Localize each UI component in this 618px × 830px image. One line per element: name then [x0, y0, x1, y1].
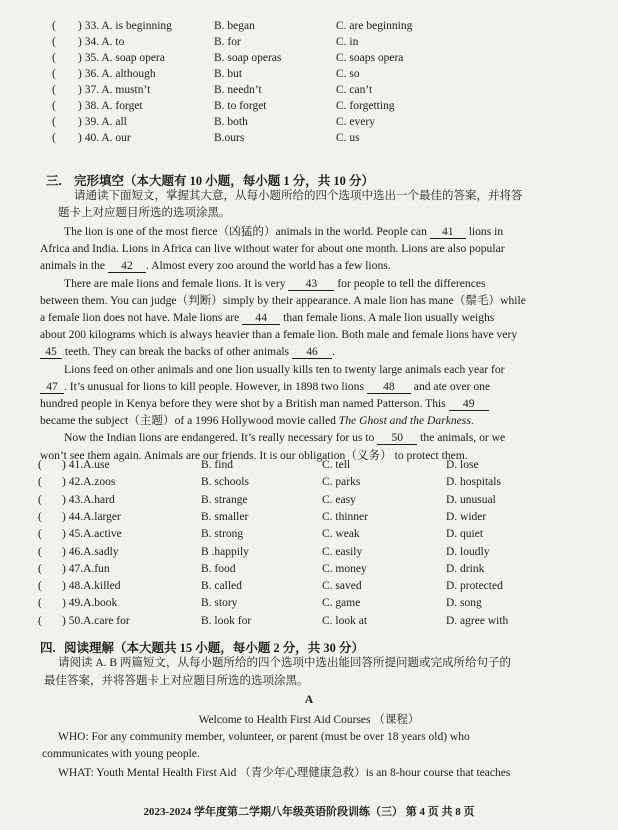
option-d: D. wider [446, 510, 487, 523]
answer-paren[interactable]: ( [52, 132, 56, 144]
option-a: ) 37. A. mustn’t [78, 84, 151, 96]
answer-paren[interactable]: ( [38, 614, 42, 627]
passage-text: animals in the [40, 259, 106, 273]
cloze-passage [40, 223, 580, 464]
question-row [0, 561, 618, 577]
option-d: D. drink [446, 562, 485, 575]
question-row [0, 66, 618, 82]
passage-text: Africa and India. Lions in Africa can live without water for about one month. Lions are also popular [40, 242, 505, 256]
option-b: B. strong [201, 528, 244, 541]
option-b: B. but [214, 68, 243, 80]
blank-45: 45 [40, 345, 62, 359]
passage-text: became the subject（主题）of a 1996 Hollywood movie called [40, 414, 336, 428]
blank-41: 41 [430, 225, 466, 239]
option-b: B. schools [201, 476, 249, 489]
answer-paren[interactable]: ( [38, 493, 42, 506]
question-row [0, 18, 618, 34]
passage-text: teeth. They can break the backs of other animals [64, 345, 290, 359]
option-c: C. thinner [322, 510, 368, 523]
section-instruction: 请通读下面短文，掌握其大意，从每小题所给的四个选项中选出一个最佳的答案，并将答 [74, 190, 523, 202]
option-d: D. lose [446, 459, 479, 471]
option-c: C. can’t [336, 84, 373, 96]
blank-46: 46 [292, 345, 332, 359]
answer-paren[interactable]: ( [52, 100, 56, 112]
answer-paren[interactable]: ( [38, 562, 42, 575]
question-row [0, 457, 618, 473]
option-a: ) 43.A.hard [62, 493, 115, 506]
question-row [0, 492, 618, 508]
question-row [0, 595, 618, 611]
option-d: D. unusual [446, 493, 496, 506]
passage-text: Now the Indian lions are endangered. It’s really necessary for us to [64, 431, 375, 445]
answer-paren[interactable]: ( [38, 459, 42, 471]
option-b: B .happily [201, 545, 249, 558]
passage-text: The lion is one of the most fierce（凶猛的）animals in the world. People can [64, 225, 427, 238]
answer-paren[interactable]: ( [38, 580, 42, 593]
option-a: ) 39. A. all [78, 116, 127, 128]
question-row [0, 82, 618, 98]
passage-text: . [331, 345, 335, 359]
option-d: D. song [446, 597, 482, 610]
option-d: D. loudly [446, 545, 490, 558]
question-row [0, 474, 618, 490]
passage-title: Welcome to Health First Aid Courses （课程） [198, 714, 420, 726]
option-c: C. forgetting [336, 100, 395, 112]
question-row [0, 509, 618, 525]
option-b: B. to forget [214, 100, 267, 112]
option-b: B. soap operas [214, 52, 282, 64]
option-b: B. began [214, 20, 255, 32]
option-a: ) 34. A. to [78, 36, 125, 48]
passage-text: the animals, or we [420, 431, 506, 445]
passage-text: WHO: For any community member, volunteer, or parent (must be over 18 years old) who [58, 731, 470, 743]
option-a: ) 49.A.book [62, 597, 118, 610]
option-a: ) 36. A. although [78, 68, 156, 80]
section-number: 四. [40, 641, 56, 655]
option-d: D. agree with [446, 614, 509, 627]
option-c: C. weak [322, 528, 360, 541]
option-a: ) 48.A.killed [62, 580, 121, 593]
question-row [0, 114, 618, 130]
option-a: ) 35. A. soap opera [78, 52, 165, 64]
option-c: C. are beginning [336, 20, 413, 32]
passage-text: than female lions. A male lion usually weighs [283, 311, 495, 325]
movie-title: The Ghost and the Darkness [338, 414, 471, 428]
section-instruction: 题卡上对应题目所选的选项涂黑。 [58, 207, 231, 219]
answer-paren[interactable]: ( [52, 68, 56, 80]
passage-text: hundred people in Kenya before they were shot by a British man named Patterson. This [40, 397, 446, 411]
passage-text: between them. You can judge（判断）simply by their appearance. A male lion has mane（鬃毛）while [40, 293, 526, 307]
option-c: C. look at [322, 614, 368, 627]
option-d: D. quiet [446, 528, 484, 541]
question-row [0, 130, 618, 146]
answer-paren[interactable]: ( [52, 84, 56, 96]
blank-48: 48 [367, 380, 411, 394]
option-c: C. easy [322, 493, 356, 506]
question-row [0, 613, 618, 629]
blank-44: 44 [242, 311, 280, 325]
option-c: C. in [336, 36, 359, 48]
option-c: C. us [336, 132, 360, 144]
answer-paren[interactable]: ( [52, 36, 56, 48]
section-heading: 阅读理解（本大题共 15 小题，每小题 2 分，共 30 分） [64, 641, 365, 655]
option-b: B. called [201, 580, 242, 593]
passage-text: . [470, 414, 474, 428]
answer-paren[interactable]: ( [52, 116, 56, 128]
option-c: C. saved [322, 580, 362, 593]
option-a: ) 38. A. forget [78, 100, 143, 112]
option-d: D. protected [446, 580, 503, 593]
passage-text: communicates with young people. [42, 748, 200, 760]
blank-50: 50 [377, 431, 417, 445]
option-d: D. hospitals [446, 476, 501, 489]
answer-paren[interactable]: ( [38, 528, 42, 541]
option-c: C. parks [322, 476, 361, 489]
option-b: B. story [201, 597, 238, 610]
section-heading: 完形填空（本大题有 10 小题，每小题 1 分，共 10 分） [74, 174, 375, 188]
blank-42: 42 [108, 259, 146, 273]
passage-text: . It’s unusual for lions to kill people. However, in 1898 two lions [64, 379, 364, 393]
passage-text: Lions feed on other animals and one lion usually kills ten to twenty large animals each year for [64, 362, 505, 376]
question-row [0, 50, 618, 66]
section-number: 三. [46, 174, 62, 188]
option-b: B. strange [201, 493, 248, 506]
blank-47: 47 [40, 380, 64, 394]
question-row [0, 578, 618, 594]
option-a: ) 44.A.larger [62, 510, 121, 523]
answer-paren[interactable]: ( [52, 52, 56, 64]
option-c: C. every [336, 116, 375, 128]
option-a: ) 42.A.zoos [62, 476, 116, 489]
passage-text: about 200 kilograms which is always heavier than a female lion. Both male and female lions have very [40, 328, 518, 342]
blank-43: 43 [288, 277, 334, 291]
option-a: ) 33. A. is beginning [78, 20, 172, 32]
answer-paren[interactable]: ( [38, 545, 42, 558]
option-b: B. smaller [201, 510, 249, 523]
option-b: B. needn’t [214, 84, 262, 96]
option-a: ) 41.A.use [62, 459, 110, 471]
option-a: ) 50.A.care for [62, 614, 130, 627]
option-c: C. money [322, 562, 367, 575]
option-c: C. game [322, 597, 361, 610]
option-a: ) 40. A. our [78, 132, 131, 144]
question-row [0, 98, 618, 114]
passage-text: a female lion does not have. Male lions are [40, 311, 240, 325]
option-b: B. both [214, 116, 248, 128]
option-b: B. for [214, 36, 241, 48]
blank-49: 49 [449, 397, 489, 411]
passage-text: for people to tell the differences [337, 276, 486, 290]
option-b: B. food [201, 562, 236, 575]
option-b: B. look for [201, 614, 252, 627]
passage-text: . Almost every zoo around the world has a few lions. [145, 259, 391, 273]
question-row [0, 34, 618, 50]
option-a: ) 46.A.sadly [62, 545, 119, 558]
option-c: C. soaps opera [336, 52, 404, 64]
section-instruction: 请阅读 A. B 两篇短文，从每小题所给的四个选项中选出能回答所提问题或完成所给句子的 [58, 657, 511, 669]
section-instruction: 最佳答案，并将答题卡上对应题目所选的选项涂黑。 [44, 675, 309, 687]
option-b: B. find [201, 459, 233, 471]
answer-paren[interactable]: ( [38, 510, 42, 523]
answer-paren[interactable]: ( [52, 20, 56, 32]
option-c: C. tell [322, 459, 351, 471]
question-row [0, 526, 618, 542]
passage-letter: A [304, 694, 314, 706]
passage-text: won’t see them again. Animals are our friends. It is our obligation（义务） to protect them. [40, 448, 468, 462]
option-b: B.ours [214, 132, 245, 144]
page-footer: 2023-2024 学年度第二学期八年级英语阶段训练（三） 第 4 页 共 8 页 [143, 806, 475, 818]
passage-text: WHAT: Youth Mental Health First Aid （青少年心理健康急救）is an 8-hour course that teaches [58, 767, 511, 779]
option-a: ) 45.A.active [62, 528, 122, 541]
passage-text: There are male lions and female lions. It is very [64, 276, 286, 290]
option-a: ) 47.A.fun [62, 562, 110, 575]
question-row [0, 544, 618, 560]
passage-text: and ate over one [413, 379, 491, 393]
option-c: C. so [336, 68, 360, 80]
passage-text: lions in [468, 225, 504, 238]
answer-paren[interactable]: ( [38, 476, 42, 489]
option-c: C. easily [322, 545, 363, 558]
answer-paren[interactable]: ( [38, 597, 42, 610]
